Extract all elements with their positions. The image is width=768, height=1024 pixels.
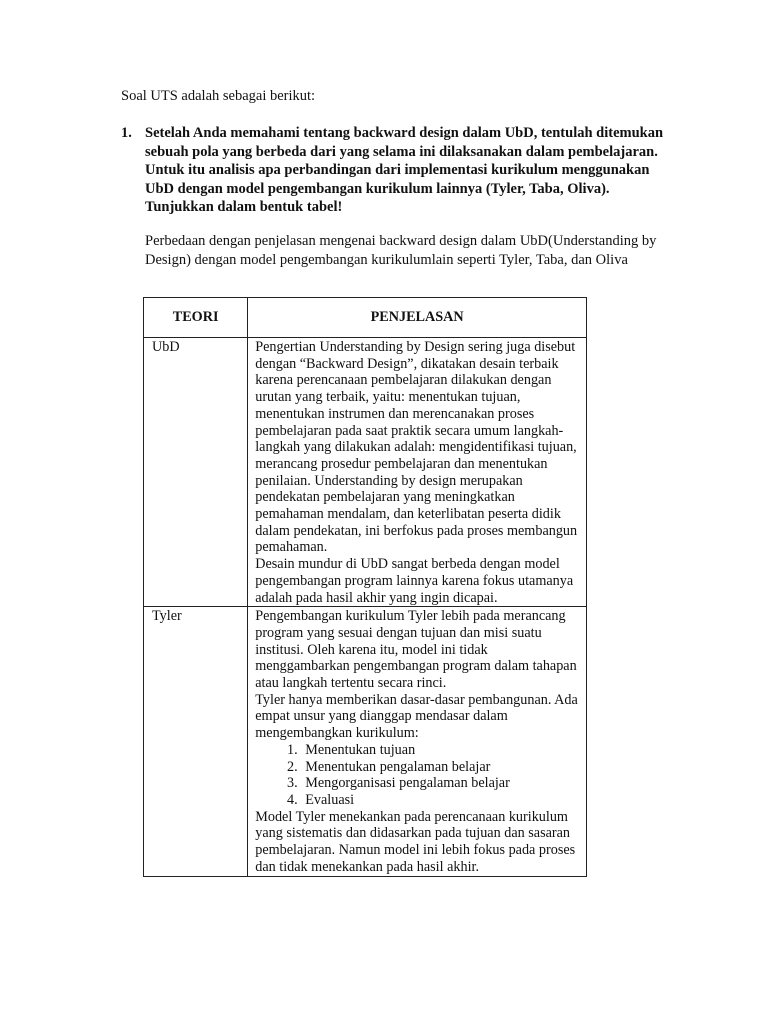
intro-text: Soal UTS adalah sebagai berikut: [121,88,316,104]
tyler-paragraph-1: Pengembangan kurikulum Tyler lebih pada merancang program yang sesuai dengan tujuan dan misi suatu institusi. Oleh karena itu, model ini tidak menggambarkan pengembangan program dalam tahapan atau langkah tertentu secara rinci. [255,608,577,692]
list-item: 3. Mengorganisasi pengalaman belajar [301,775,582,792]
header-teori: TEORI [144,298,248,338]
list-item: 1. Menentukan tujuan [301,742,582,759]
header-penjelasan: PENJELASAN [248,298,587,338]
question-1 [121,124,681,217]
table-row-tyler [144,607,587,876]
ubd-paragraph-1: Pengertian Understanding by Design sering juga disebut dengan “Backward Design”, dikatakan desain terbaik karena perencanaan pembelajaran dilakukan dengan urutan yang terbaik, yaitu: menentukan tujuan, menentukan instrumen dan merencanakan proses pembelajaran pada saat praktik secara umum langkah-langkah yang dilakukan adalah: mengidentifikasi tujuan, merancang prosedur pembelajaran dan menentukan penilaian. Understanding by design merupakan pendekatan pembelajaran yang meningkatkan pemahaman mendalam, dan keterlibatan peserta didik dalam pendekatan, ini berfokus pada proses membangun pemahaman. [255,339,578,556]
tyler-paragraph-2: Tyler hanya memberikan dasar-dasar pembangunan. Ada empat unsur yang dianggap mendasar dalam mengembangkan kurikulum: [255,691,578,742]
table-row-ubd [144,338,587,607]
question-number: 1. [121,125,132,141]
explanation-text: Perbedaan dengan penjelasan mengenai backward design dalam UbD(Understanding by Design) dengan model pengembangan kurikulumlain seperti Tyler, Taba, dan Oliva [145,233,657,268]
theory-name-ubd: UbD [144,338,248,607]
theory-name-tyler: Tyler [144,607,248,876]
theory-description-ubd [248,338,587,607]
comparison-table [143,297,587,877]
theory-description-tyler [248,607,587,876]
question-text: Setelah Anda memahami tentang backward design dalam UbD, tentulah ditemukan sebuah pola yang berbeda dari yang selama ini dilaksanakan dalam pembelajaran. Untuk itu analisis apa perbandingan dari implementasi kurikulum menggunakan UbD dengan model pengembangan kurikulum lainnya (Tyler, Taba, Oliva). Tunjukkan dalam bentuk tabel! [145,125,664,216]
table-header-row [144,298,587,338]
list-item: 4. Evaluasi [301,792,582,809]
list-item: 2. Menentukan pengalaman belajar [301,759,582,776]
ubd-paragraph-2: Desain mundur di UbD sangat berbeda dengan model pengembangan program lainnya karena fokus utamanya adalah pada hasil akhir yang ingin dicapai. [255,556,574,606]
tyler-elements-list [255,742,582,809]
tyler-closing-paragraph: Model Tyler menekankan pada perencanaan kurikulum yang sistematis dan didasarkan pada tujuan dan sasaran pembelajaran. Namun model ini lebih fokus pada proses dan tidak menekankan pada hasil akhir. [255,808,576,875]
